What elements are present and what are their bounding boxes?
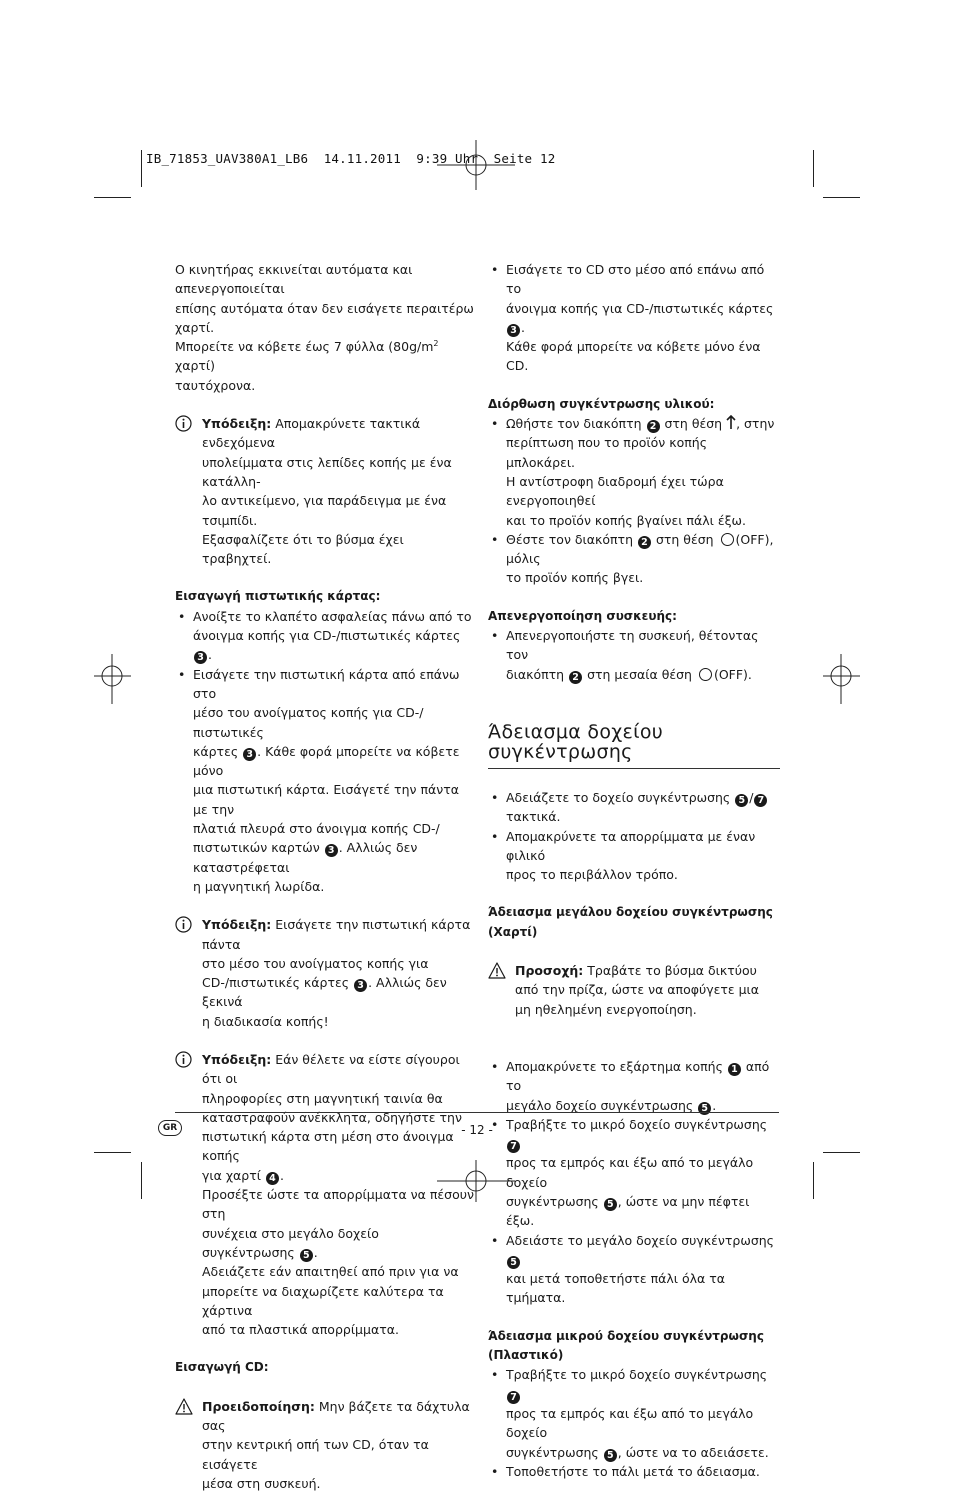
crop-mark bbox=[813, 1162, 814, 1199]
text-line: Προσέξτε ώστε τα απορρίμματα να πέσουν στη bbox=[202, 1187, 474, 1222]
text-line: μέσα στη συσκευή. bbox=[202, 1475, 321, 1491]
text-line: Μπορείτε να κόβετε έως 7 φύλλα ($80g/m^2$ χαρτί) bbox=[175, 339, 439, 374]
warning-icon bbox=[488, 962, 506, 979]
text-line: Εξασφαλίζετε ότι το βύσμα έχει τραβηχτεί. bbox=[202, 531, 404, 567]
left-column bbox=[175, 260, 475, 1512]
section-heading: Εισαγωγή CD: bbox=[175, 1360, 269, 1375]
warning-label: Προσοχή: bbox=[515, 963, 584, 979]
crop-mark bbox=[141, 1162, 142, 1199]
callout-number: 3 bbox=[507, 324, 520, 337]
bullet-list bbox=[175, 607, 475, 896]
list-item: • Τοποθετήστε το πάλι μετά το άδειασμα. bbox=[488, 1462, 780, 1481]
list-item: • Εισάγετε την πιστωτική κάρτα από επάνω στο μέσο του ανοίγματος κοπής για CD-/πιστωτικές κάρτες 3 . Κάθε φορά μπορείτε να κόβετε μόνο μια πιστωτική κάρτα. Εισάγετέ την πάντα με την πλατιά πλευρά στο άνοιγμα κοπής CD-/ πιστωτικών καρτών 3 . Αλλιώς δεν καταστρέφεται η μαγνητική λωρίδα. bbox=[175, 665, 475, 897]
callout-number: 2 bbox=[638, 536, 651, 549]
text-line: ταυτόχρονα. bbox=[175, 377, 256, 393]
section-heading: Άδειασμα μεγάλου δοχείου συγκέντρωσης (Χαρτί) bbox=[488, 905, 773, 939]
text-line: λο αντικείμενο, για παράδειγμα με ένα τσιμπίδι. bbox=[202, 493, 447, 528]
list-item: • Εισάγετε το CD στο μέσο από επάνω από το άνοιγμα κοπής για CD-/πιστωτικές κάρτες 3 . Κάθε φορά μπορείτε να κόβετε μόνο ένα CD. bbox=[488, 260, 780, 376]
callout-number: 5 bbox=[604, 1449, 617, 1462]
note-block bbox=[175, 414, 475, 568]
info-icon bbox=[175, 1051, 192, 1068]
crop-mark bbox=[94, 1152, 131, 1153]
text-line: από την πρίζα, ώστε να αποφύγετε μια bbox=[515, 982, 760, 998]
off-position-icon bbox=[721, 533, 734, 546]
list-item: • Απενεργοποιήστε τη συσκευή, θέτοντας τον διακόπτη 2 στη μεσαία θέση (OFF). bbox=[488, 626, 780, 684]
bullet-list bbox=[488, 1057, 780, 1308]
callout-number: 5 bbox=[735, 794, 748, 807]
crop-mark bbox=[141, 150, 142, 187]
text-line: επίσης αυτόματα όταν δεν εισάγετε περαιτέρω χαρτί. bbox=[175, 300, 474, 335]
list-item: • Τραβήξτε το μικρό δοχείο συγκέντρωσης 7 προς τα εμπρός και έξω από το μεγάλο δοχείο συγκέντρωσης 5 , ώστε να μην πέφτει έξω. bbox=[488, 1115, 780, 1231]
section-title bbox=[488, 722, 780, 769]
text-line: η διαδικασία κοπής! bbox=[202, 1013, 329, 1029]
bullet-list bbox=[488, 414, 780, 588]
text-line: Υπόδειξη: Εισάγετε την πιστωτική κάρτα πάντα bbox=[202, 917, 471, 952]
print-header: IB_71853_UAV380A1_LB6 14.11.2011 9:39 Uhr Seite 12 bbox=[146, 151, 556, 166]
registration-mark-left bbox=[94, 654, 131, 704]
callout-number: 3 bbox=[354, 979, 367, 992]
callout-number: 5 bbox=[698, 1102, 711, 1115]
crop-mark bbox=[94, 197, 131, 198]
section-heading: Διόρθωση συγκέντρωσης υλικού: bbox=[488, 396, 715, 411]
info-icon bbox=[175, 916, 192, 933]
text-line: για χαρτί 4 . bbox=[202, 1167, 284, 1184]
callout-number: 3 bbox=[325, 844, 338, 857]
section-title-line: Άδειασμα δοχείου bbox=[488, 720, 664, 743]
text-line: πιστωτική κάρτα στη μέση στο άνοιγμα κοπής bbox=[202, 1129, 454, 1164]
text-line: καταστραφούν ανέκκλητα, οδηγήστε την bbox=[202, 1109, 462, 1125]
text-line: Προσοχή: Τραβάτε το βύσμα δικτύου bbox=[515, 963, 757, 979]
callout-number: 5 bbox=[300, 1249, 313, 1262]
text-line: υπολείμματα στις λεπίδες κοπής με ένα κατάλλη- bbox=[202, 454, 452, 489]
section-heading: Απενεργοποίηση συσκευής: bbox=[488, 608, 677, 623]
text-line: Προειδοποίηση: Μην βάζετε τα δάχτυλα σας bbox=[202, 1398, 470, 1434]
warning-label: Προειδοποίηση: bbox=[202, 1398, 315, 1414]
crop-mark bbox=[813, 150, 814, 187]
list-item: • Απομακρύνετε το εξάρτημα κοπής 1 από το μεγάλο δοχείο συγκέντρωσης 5 . bbox=[488, 1057, 780, 1115]
text-line: στο μέσο του ανοίγματος κοπής για bbox=[202, 955, 429, 971]
text-line: συνέχεια στο μεγάλο δοχείο συγκέντρωσης 5 . bbox=[202, 1225, 379, 1261]
callout-number: 3 bbox=[194, 651, 207, 664]
note-label: Υπόδειξη: bbox=[202, 917, 272, 933]
section-heading: Εισαγωγή πιστωτικής κάρτας: bbox=[175, 589, 381, 604]
note-label: Υπόδειξη: bbox=[202, 416, 272, 432]
warning-block bbox=[488, 961, 780, 1019]
callout-number: 7 bbox=[507, 1140, 520, 1153]
callout-number: 2 bbox=[569, 671, 582, 684]
callout-number: 3 bbox=[243, 748, 256, 761]
crop-mark bbox=[823, 1152, 860, 1153]
text-line: πληροφορίες στη μαγνητική ταινία θα bbox=[202, 1090, 443, 1106]
list-item: • Θέστε τον διακόπτη 2 στη θέση (OFF), μόλις το προϊόν κοπής βγει. bbox=[488, 530, 780, 588]
list-item: • Αδειάζετε το δοχείο συγκέντρωσης 5 / 7 τακτικά. bbox=[488, 788, 780, 827]
section-heading: Άδειασμα μικρού δοχείου συγκέντρωσης (Πλαστικό) bbox=[488, 1328, 764, 1363]
text-line: CD-/πιστωτικές κάρτες 3 . Αλλιώς δεν ξεκινά bbox=[202, 975, 447, 1010]
list-item: • Ανοίξτε το κλαπέτο ασφαλείας πάνω από το άνοιγμα κοπής για CD-/πιστωτικές κάρτες 3 . bbox=[175, 607, 475, 665]
list-item: • Απομακρύνετε τα απορρίμματα με έναν φιλικό προς το περιβάλλον τρόπο. bbox=[488, 827, 780, 885]
bullet-list bbox=[488, 626, 780, 684]
text-line: Υπόδειξη: Απομακρύνετε τακτικά ενδεχόμενα bbox=[202, 416, 421, 451]
section-title-line: συγκέντρωσης bbox=[488, 740, 633, 763]
note-block bbox=[175, 1050, 475, 1339]
bullet-list bbox=[488, 1365, 780, 1481]
warning-block bbox=[175, 1397, 475, 1493]
bullet-list bbox=[488, 260, 780, 376]
text-line: στην κεντρική οπή των CD, όταν τα εισάγετε bbox=[202, 1437, 429, 1472]
warning-icon bbox=[175, 1398, 193, 1415]
text-line: μη ηθελημένη ενεργοποίηση. bbox=[515, 1001, 697, 1017]
text-line: από τα πλαστικά απορρίμματα. bbox=[202, 1322, 399, 1338]
registration-mark-right bbox=[823, 654, 860, 704]
note-label: Υπόδειξη: bbox=[202, 1051, 272, 1067]
crop-mark bbox=[823, 197, 860, 198]
language-badge: GR bbox=[158, 1120, 182, 1136]
bullet-list bbox=[488, 788, 780, 884]
footer-rule bbox=[175, 1112, 779, 1113]
text-line: Ο κινητήρας εκκινείται αυτόματα και απενεργοποιείται bbox=[175, 262, 413, 297]
callout-number: 7 bbox=[754, 794, 767, 807]
text-line: Αδειάζετε εάν απαιτηθεί από πριν για να bbox=[202, 1264, 459, 1280]
list-item: • Αδειάστε το μεγάλο δοχείο συγκέντρωσης 5 και μετά τοποθετήστε πάλι όλα τα τμήματα. bbox=[488, 1231, 780, 1308]
off-position-icon bbox=[699, 668, 712, 681]
callout-number: 4 bbox=[266, 1172, 279, 1185]
info-icon bbox=[175, 415, 192, 432]
text-line: μπορείτε να διαχωρίζετε καλύτερα τα χάρτινα bbox=[202, 1283, 444, 1318]
callout-number: 5 bbox=[604, 1198, 617, 1211]
reverse-arrow-icon bbox=[726, 415, 736, 430]
callout-number: 7 bbox=[507, 1391, 520, 1404]
page-number: - 12 - bbox=[461, 1123, 493, 1137]
callout-number: 5 bbox=[507, 1256, 520, 1269]
text-line: Υπόδειξη: Εάν θέλετε να είστε σίγουροι ότι οι bbox=[202, 1051, 460, 1087]
right-column bbox=[488, 260, 780, 1481]
note-block bbox=[175, 915, 475, 1031]
callout-number: 1 bbox=[728, 1063, 741, 1076]
callout-number: 2 bbox=[647, 420, 660, 433]
list-item: • Τραβήξτε το μικρό δοχείο συγκέντρωσης 7 προς τα εμπρός και έξω από το μεγάλο δοχείο συγκέντρωσης 5 , ώστε να το αδειάσετε. bbox=[488, 1365, 780, 1461]
list-item: • Ωθήστε τον διακόπτη 2 στη θέση , στην περίπτωση που το προϊόν κοπής μπλοκάρει. Η αντίστροφη διαδρομή έχει τώρα ενεργοποιηθεί και το προϊόν κοπής βγαίνει πάλι έξω. bbox=[488, 414, 780, 530]
intro-paragraph bbox=[175, 260, 475, 395]
